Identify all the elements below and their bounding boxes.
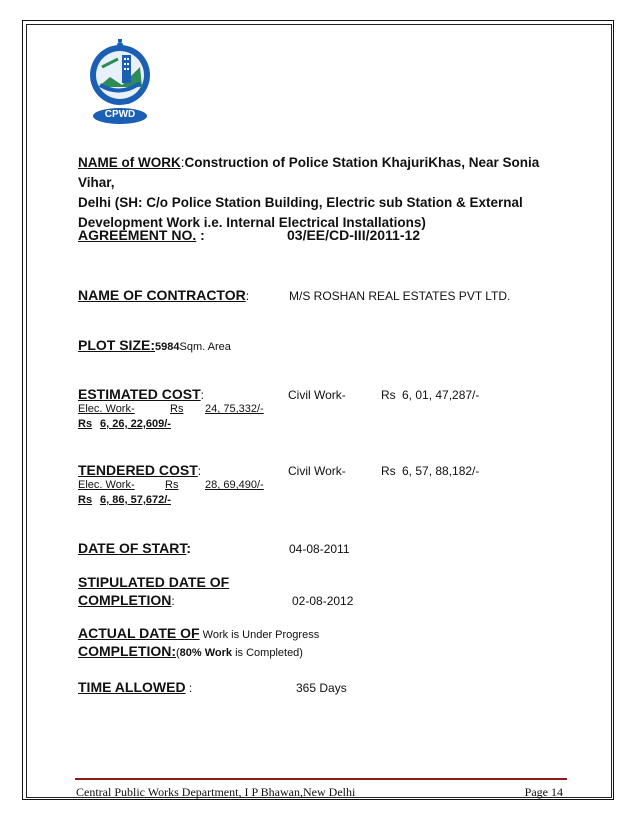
estimated-cost-row (78, 386, 204, 404)
contractor-value: M/S ROSHAN REAL ESTATES PVT LTD. (289, 289, 511, 303)
actual-note-1: Work is Under Progress (199, 629, 320, 641)
estimated-civil-rs: Rs (381, 388, 396, 402)
estimated-civil-label: Civil Work- (288, 388, 346, 402)
estimated-elec-value: 24, 75,332/- (205, 403, 264, 415)
agreement-value: 03/EE/CD-III/2011-12 (287, 227, 421, 243)
tendered-elec-value: 28, 69,490/- (205, 479, 264, 491)
footer-divider (75, 778, 567, 780)
estimated-cost-sep: : (200, 388, 204, 402)
date-of-start-label: DATE OF START (78, 540, 187, 556)
actual-row-1 (78, 625, 319, 643)
tendered-elec-label: Elec. Work- (78, 479, 135, 491)
footer-page-number: Page 14 (524, 785, 563, 799)
stipulated-sep: : (171, 594, 175, 608)
estimated-cost-label: ESTIMATED COST (78, 386, 201, 402)
actual-label-1: ACTUAL DATE OF (78, 625, 200, 641)
tendered-civil-label: Civil Work- (288, 464, 346, 478)
agreement-sep: : (196, 227, 205, 243)
date-of-start-row (78, 540, 191, 558)
plot-row (78, 337, 231, 355)
name-of-work-text-3: Development Work i.e. Internal Electrical Installations) (78, 215, 426, 230)
tendered-civil-rs: Rs (381, 464, 396, 478)
estimated-total-value: 6, 26, 22,609/- (100, 418, 171, 430)
tendered-cost-label: TENDERED COST (78, 462, 198, 478)
cpwd-logo (78, 37, 162, 127)
date-of-start-sep: : (186, 540, 192, 556)
estimated-civil-value: 6, 01, 47,287/- (402, 388, 480, 402)
stipulated-label-1: STIPULATED DATE OF (78, 574, 230, 590)
stipulated-label-2: COMPLETION (78, 592, 172, 608)
actual-row-2 (78, 643, 303, 661)
tendered-cost-row (78, 462, 201, 480)
tendered-cost-sep: : (197, 464, 202, 478)
actual-note-2-open: ( (176, 647, 180, 659)
time-allowed-sep: : (185, 681, 193, 695)
estimated-elec-label: Elec. Work- (78, 403, 135, 415)
agreement-label: AGREEMENT NO. (78, 227, 197, 243)
agreement-row (78, 227, 205, 243)
actual-note-2-bold: 80% Work (179, 647, 233, 659)
plot-value: 5984 (155, 341, 180, 353)
tendered-civil-value: 6, 57, 88,182/- (402, 464, 480, 478)
time-allowed-label: TIME ALLOWED (78, 679, 186, 695)
footer-department: Central Public Works Department, I P Bhawan,New Delhi (76, 785, 356, 799)
contractor-row (78, 287, 249, 305)
name-of-work-label: NAME of WORK (78, 155, 181, 170)
time-allowed-value: 365 Days (296, 681, 347, 695)
plot-unit: Sqm. Area (179, 341, 231, 353)
estimated-elec-rs: Rs (170, 403, 184, 415)
stipulated-row (78, 592, 175, 610)
time-allowed-row (78, 679, 192, 697)
tendered-total-rs: Rs (78, 494, 93, 506)
contractor-label: NAME OF CONTRACTOR (78, 287, 246, 303)
name-of-work-text-2: Delhi (SH: C/o Police Station Building, Electric sub Station & External (78, 195, 523, 210)
actual-label-2: COMPLETION: (78, 643, 176, 659)
name-of-work-line1 (78, 153, 578, 193)
name-of-work-text-1: Construction of Police Station KhajuriKhas, Near Sonia Vihar, (78, 155, 540, 190)
contractor-sep: : (245, 289, 250, 303)
tendered-elec-rs: Rs (165, 479, 179, 491)
date-of-start-value: 04-08-2011 (289, 542, 350, 556)
actual-note-2-rest: is Completed) (232, 647, 303, 659)
logo-text: CPWD (104, 109, 136, 120)
estimated-total-rs: Rs (78, 418, 93, 430)
name-of-work-sep: : (180, 155, 185, 170)
plot-label: PLOT SIZE: (78, 337, 155, 353)
name-of-work-block (78, 153, 578, 233)
stipulated-value: 02-08-2012 (292, 594, 354, 608)
tendered-total-value: 6, 86, 57,672/- (100, 494, 171, 506)
